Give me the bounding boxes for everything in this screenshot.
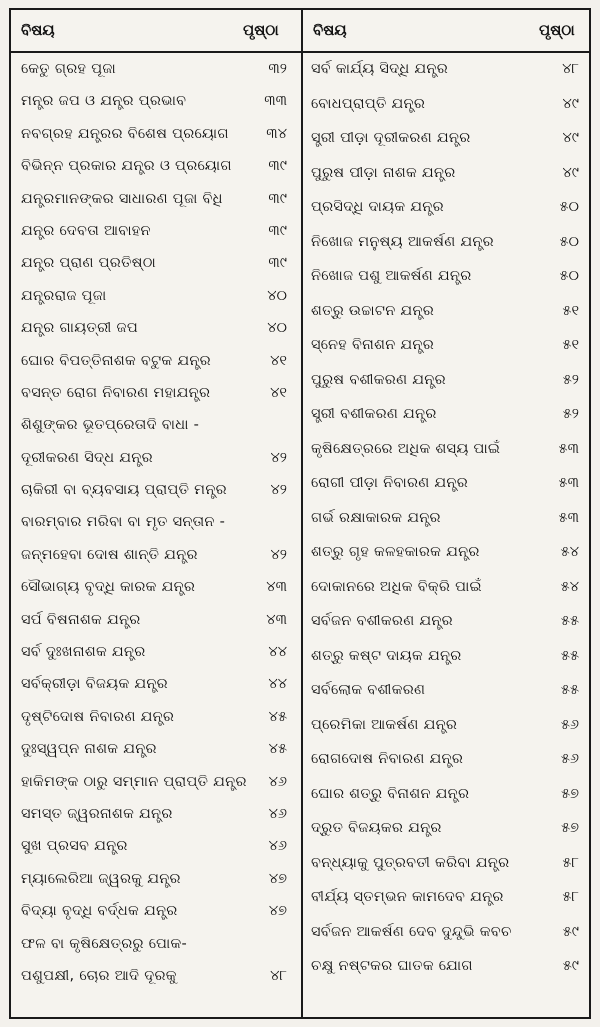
toc-page: ୫୬ <box>560 751 579 767</box>
toc-row <box>303 812 591 847</box>
toc-row <box>303 709 591 744</box>
toc-row <box>11 701 299 733</box>
toc-row <box>303 433 591 468</box>
header-page-left: ପୃଷ୍ଠା <box>243 21 279 39</box>
toc-page: ୫୧ <box>562 302 579 319</box>
toc-page: ୫୩ <box>558 440 579 457</box>
toc-title: ନିଖୋଜ ମନୁଷ୍ୟ ଆକର୍ଷଣ ଯନ୍ତ୍ର <box>311 233 494 250</box>
toc-title: ସର୍ବଜନ ଆକର୍ଷଣ ଦେବ ଦୁନ୍ଦୁଭି କବଚ <box>311 923 512 940</box>
toc-title: ସୁଖ ପ୍ରସବ ଯନ୍ତ୍ର <box>21 838 128 855</box>
toc-title: ଶିଶୁଙ୍କର ଭୂତପ୍ରେତାଦି ବାଧା - <box>21 417 200 434</box>
toc-page: ୫୩ <box>558 509 579 526</box>
toc-row <box>11 895 299 927</box>
toc-page: ୫୦ <box>559 233 579 250</box>
toc-title: ଦୁଃସ୍ୱପ୍ନ ନାଶକ ଯନ୍ତ୍ର <box>21 741 157 758</box>
toc-row <box>303 640 591 675</box>
toc-title: ଶତ୍ରୁ ଉଚ୍ଚାଟନ ଯନ୍ତ୍ର <box>311 302 435 319</box>
toc-row <box>303 122 591 157</box>
toc-title: ବାରମ୍ବାର ମରିବା ବା ମୃତ ସନ୍ତାନ - <box>21 514 226 531</box>
toc-title: ମନ୍ତ୍ର ଜପ ଓ ଯନ୍ତ୍ର ପ୍ରଭାବ <box>21 93 187 110</box>
toc-row <box>303 847 591 882</box>
toc-page: ୪୮ <box>562 61 579 77</box>
toc-row <box>11 863 299 895</box>
toc-page: ୪୬ <box>268 838 287 855</box>
toc-row <box>303 950 591 985</box>
toc-row <box>303 260 591 295</box>
toc-page: ୪୯ <box>562 130 579 146</box>
toc-page: ୫୦ <box>559 268 579 284</box>
toc-row <box>11 766 299 798</box>
header-subject-right: ବିଷୟ <box>313 21 347 39</box>
toc-title: ସମସ୍ତ ଜ୍ୱରନାଶକ ଯନ୍ତ୍ର <box>21 805 173 822</box>
toc-page: ୫୨ <box>562 406 579 422</box>
toc-title: ପ୍ରେମିକା ଆକର୍ଷଣ ଯନ୍ତ୍ର <box>311 716 458 733</box>
toc-row <box>303 226 591 261</box>
toc-page: ୫୫ <box>560 647 579 664</box>
toc-title: ପ୍ରସିଦ୍ଧି ଦାୟକ ଯନ୍ତ୍ର <box>311 199 444 215</box>
toc-title: ବୀର୍ଯ୍ୟ ସ୍ତମ୍ଭନ କାମଦେବ ଯନ୍ତ୍ର <box>311 889 504 905</box>
toc-title: ରୋଗୀ ପୀଡ଼ା ନିବାରଣ ଯନ୍ତ୍ର <box>311 475 469 491</box>
toc-page: ୪୫ <box>268 708 287 725</box>
toc-title: ଶତ୍ରୁ କଷ୍ଟ ଦାୟକ ଯନ୍ତ୍ର <box>311 647 462 664</box>
toc-page: ୪୨ <box>270 546 287 563</box>
toc-row <box>11 442 299 474</box>
toc-row <box>11 668 299 700</box>
toc-title: ହାକିମଙ୍କ ଠାରୁ ସମ୍ମାନ ପ୍ରାପ୍ତି ଯନ୍ତ୍ର <box>21 773 247 790</box>
toc-page: ୪୮ <box>270 967 287 984</box>
toc-row <box>303 916 591 951</box>
toc-row <box>303 364 591 399</box>
toc-row <box>11 409 299 441</box>
toc-title: ନିଖୋଜ ପଶୁ ଆକର୍ଷଣ ଯନ୍ତ୍ର <box>311 268 472 284</box>
toc-page: ୫୦ <box>559 199 579 215</box>
toc-row <box>11 150 299 182</box>
toc-row <box>303 53 591 88</box>
toc-page: ୫୮ <box>562 854 579 871</box>
toc-title: ଯନ୍ତ୍ର ଦେବତା ଆବାହନ <box>21 222 151 239</box>
toc-title: ଗର୍ଭ ରକ୍ଷାକାରକ ଯନ୍ତ୍ର <box>311 509 441 526</box>
toc-title: କେତୁ ଗ୍ରହ ପୂଜା <box>21 61 116 77</box>
toc-page: ୪୫ <box>268 741 287 758</box>
toc-page: ୫୪ <box>560 578 579 595</box>
toc-title: ସ୍ତ୍ରୀ ବଶୀକରଣ ଯନ୍ତ୍ର <box>311 406 437 422</box>
contents-table <box>9 8 591 1019</box>
toc-row <box>11 247 299 279</box>
toc-row <box>303 536 591 571</box>
toc-title: ସ୍ତ୍ରୀ ପୀଡ଼ା ଦୂରୀକରଣ ଯନ୍ତ୍ର <box>311 130 471 146</box>
toc-page: ୩୯ <box>268 158 287 175</box>
toc-page: ୫୧ <box>562 337 579 353</box>
header-page-right: ପୃଷ୍ଠା <box>539 21 575 39</box>
toc-page: ୫୫ <box>560 682 579 698</box>
toc-page: ୩୯ <box>268 222 287 239</box>
toc-page: ୫୭ <box>561 820 579 836</box>
toc-page: ୪୦ <box>267 320 287 337</box>
toc-page: ୪୭ <box>268 870 287 887</box>
toc-row <box>303 191 591 226</box>
right-column <box>303 53 591 985</box>
toc-page: ୪୬ <box>268 773 287 790</box>
toc-row <box>11 280 299 312</box>
toc-title: ଯନ୍ତ୍ରମାନଙ୍କର ସାଧାରଣ ପୂଜା ବିଧି <box>21 190 223 207</box>
toc-page: ୪୩ <box>266 579 287 596</box>
toc-page: ୪୧ <box>270 384 287 401</box>
toc-row <box>303 295 591 330</box>
toc-page: ୩୨ <box>268 61 287 77</box>
table-header <box>11 10 589 53</box>
toc-title: ସର୍ବ ଦୁଃଖନାଶକ ଯନ୍ତ୍ର <box>21 644 146 661</box>
toc-row <box>11 312 299 344</box>
toc-row <box>11 733 299 765</box>
toc-page: ୫୯ <box>562 923 579 940</box>
toc-title: ଯନ୍ତ୍ରରାଜ ପୂଜା <box>21 287 107 304</box>
toc-row <box>303 881 591 916</box>
toc-row <box>303 571 591 606</box>
toc-row <box>11 798 299 830</box>
toc-title: ନବଗ୍ରହ ଯନ୍ତ୍ରର ବିଶେଷ ପ୍ରୟୋଗ <box>21 125 229 142</box>
toc-row <box>11 53 299 85</box>
toc-page: ୪୬ <box>268 805 287 822</box>
toc-row <box>303 743 591 778</box>
toc-page: ୪୪ <box>268 676 287 693</box>
toc-page: ୪୨ <box>270 482 287 499</box>
toc-page: ୫୨ <box>562 371 579 388</box>
toc-row <box>11 474 299 506</box>
toc-row <box>11 183 299 215</box>
toc-title: ସର୍ବକ୍ରୀଡ଼ା ବିଜୟକ ଯନ୍ତ୍ର <box>21 676 168 693</box>
toc-title: ବୋଧପ୍ରାପ୍ତି ଯନ୍ତ୍ର <box>311 95 426 112</box>
toc-title: ସର୍ବଜନ ବଶୀକରଣ ଯନ୍ତ୍ର <box>311 613 453 629</box>
toc-row <box>303 778 591 813</box>
toc-title: ମ୍ୟାଲେରିଆ ଜ୍ୱରକୁ ଯନ୍ତ୍ର <box>21 870 181 887</box>
toc-title: ସର୍ବ କାର୍ଯ୍ୟ ସିଦ୍ଧି ଯନ୍ତ୍ର <box>311 61 449 77</box>
toc-row <box>11 604 299 636</box>
toc-row <box>11 636 299 668</box>
toc-title: ଚାକିରୀ ବା ବ୍ୟବସାୟ ପ୍ରାପ୍ତି ମନ୍ତ୍ର <box>21 482 227 499</box>
toc-page: ୫୯ <box>562 958 579 974</box>
toc-row <box>11 960 299 992</box>
toc-page: ୫୪ <box>560 544 579 560</box>
toc-page: ୩୪ <box>266 125 287 142</box>
toc-row <box>303 329 591 364</box>
toc-page: ୪୨ <box>270 449 287 466</box>
toc-row <box>11 506 299 538</box>
toc-page: ୫୭ <box>561 785 579 802</box>
toc-title: ପୁରୁଷ ପୀଡ଼ା ନାଶକ ଯନ୍ତ୍ର <box>311 164 456 181</box>
toc-page: ୪୯ <box>562 95 579 112</box>
toc-row <box>303 88 591 123</box>
toc-row <box>11 928 299 960</box>
toc-title: ସର୍ପ ବିଷନାଶକ ଯନ୍ତ୍ର <box>21 611 141 628</box>
toc-row <box>11 830 299 862</box>
toc-title: ଫଳ ବା କୃଷିକ୍ଷେତ୍ରରୁ ପୋକ- <box>21 935 187 952</box>
toc-page: ୪୩ <box>266 611 287 628</box>
toc-title: ରୋଗଦୋଷ ନିବାରଣ ଯନ୍ତ୍ର <box>311 751 464 767</box>
toc-page: ୫୬ <box>560 716 579 733</box>
toc-title: ଜନ୍ମହେବା ଦୋଷ ଶାନ୍ତି ଯନ୍ତ୍ର <box>21 546 198 563</box>
toc-title: ଦୂରୀକରଣ ସିଦ୍ଧ ଯନ୍ତ୍ର <box>21 449 153 466</box>
toc-row <box>11 377 299 409</box>
toc-row <box>11 85 299 117</box>
toc-title: ଶତ୍ରୁ ଗୃହ କଳହକାରକ ଯନ୍ତ୍ର <box>311 544 480 560</box>
toc-page: ୩୯ <box>268 255 287 272</box>
toc-page: ୫୩ <box>558 475 579 491</box>
toc-title: କୃଷିକ୍ଷେତ୍ରରେ ଅଧିକ ଶସ୍ୟ ପାଇଁ <box>311 440 501 457</box>
toc-title: ଘୋର ବିପତ୍ତିନାଶକ ବଟୁକ ଯନ୍ତ୍ର <box>21 352 211 369</box>
toc-title: ବସନ୍ତ ରୋଗ ନିବାରଣ ମହାଯନ୍ତ୍ର <box>21 384 211 401</box>
toc-title: ଚକ୍ଷୁ ନଷ୍ଟକର ଘାତକ ଯୋଗ <box>311 958 473 974</box>
toc-title: ଯନ୍ତ୍ର ଗାୟତ୍ରୀ ଜପ <box>21 320 138 337</box>
toc-title: ବିଭିନ୍ନ ପ୍ରକାର ଯନ୍ତ୍ର ଓ ପ୍ରୟୋଗ <box>21 158 232 175</box>
toc-title: ଦୃଷ୍ଟିଦୋଷ ନିବାରଣ ଯନ୍ତ୍ର <box>21 708 175 725</box>
left-column <box>11 53 299 992</box>
toc-page: ୫୮ <box>562 889 579 905</box>
toc-title: ଘୋର ଶତ୍ରୁ ବିନାଶନ ଯନ୍ତ୍ର <box>311 785 470 802</box>
toc-title: ଦ୍ରୁତ ବିଜୟକର ଯନ୍ତ୍ର <box>311 820 442 836</box>
toc-row <box>11 345 299 377</box>
header-subject-left: ବିଷୟ <box>21 21 55 39</box>
toc-page: ୪୪ <box>268 644 287 661</box>
toc-page: ୩୯ <box>268 190 287 207</box>
toc-page: ୪୧ <box>270 352 287 369</box>
toc-title: ସ୍ନେହ ବିନାଶନ ଯନ୍ତ୍ର <box>311 337 435 353</box>
toc-title: ପୁରୁଷ ବଶୀକରଣ ଯନ୍ତ୍ର <box>311 371 446 388</box>
toc-row <box>303 398 591 433</box>
toc-row <box>303 605 591 640</box>
toc-row <box>11 118 299 150</box>
toc-row <box>303 157 591 192</box>
toc-title: ଯନ୍ତ୍ର ପ୍ରାଣ ପ୍ରତିଷ୍ଠା <box>21 255 157 272</box>
toc-row <box>11 215 299 247</box>
toc-title: ପଶୁପକ୍ଷୀ, ଚୋର ଆଦି ଦୂରକୁ <box>21 967 177 984</box>
toc-title: ସୌଭାଗ୍ୟ ବୃଦ୍ଧି କାରକ ଯନ୍ତ୍ର <box>21 579 196 596</box>
toc-row <box>303 467 591 502</box>
toc-title: ବିଦ୍ୟା ବୃଦ୍ଧି ବର୍ଦ୍ଧକ ଯନ୍ତ୍ର <box>21 903 178 920</box>
toc-row <box>303 502 591 537</box>
toc-row <box>11 539 299 571</box>
toc-page: ୪୯ <box>562 164 579 181</box>
toc-page: ୩୩ <box>264 93 287 110</box>
toc-title: ବନ୍ଧ୍ୟାକୁ ପୁତ୍ରବତୀ କରିବା ଯନ୍ତ୍ର <box>311 854 510 871</box>
toc-page: ୪୦ <box>267 287 287 304</box>
toc-row <box>303 674 591 709</box>
toc-row <box>11 571 299 603</box>
toc-title: ସର୍ବଲୋକ ବଶୀକରଣ <box>311 682 426 698</box>
toc-page: ୫୫ <box>560 613 579 629</box>
toc-title: ଦୋକାନରେ ଅଧିକ ବିକ୍ରି ପାଇଁ <box>311 578 482 595</box>
toc-page: ୪୭ <box>268 903 287 920</box>
